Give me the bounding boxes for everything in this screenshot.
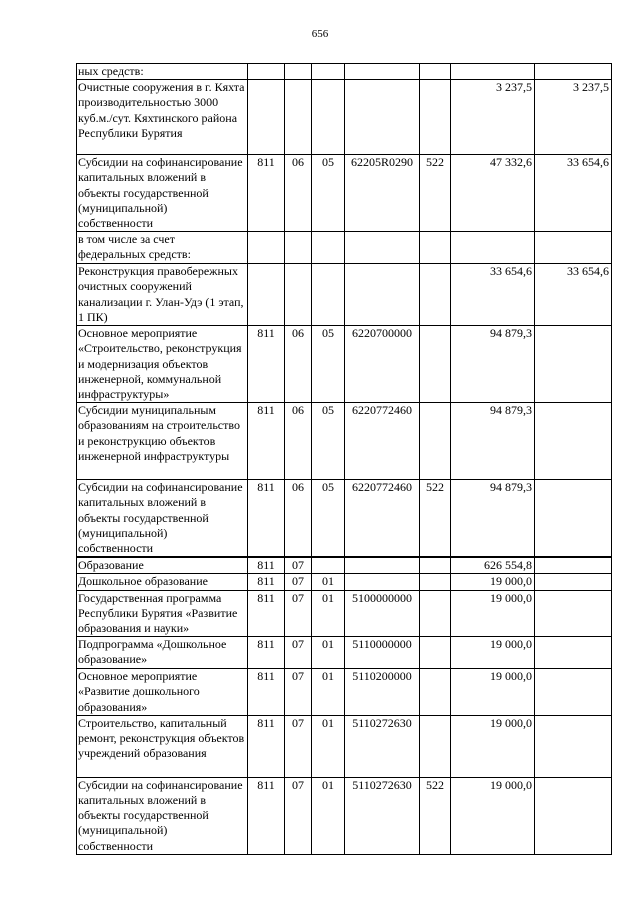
sum-2: 33 654,6 (535, 264, 612, 326)
ministry-code: 811 (248, 557, 285, 574)
subsection-code: 01 (312, 777, 345, 854)
sum-2 (535, 480, 612, 558)
subsection-code: 01 (312, 669, 345, 716)
table-row (77, 480, 612, 558)
ministry-code (248, 64, 285, 80)
ministry-code: 811 (248, 590, 285, 637)
sum-2 (535, 232, 612, 264)
subsection-code: 01 (312, 715, 345, 777)
subsection-code (312, 232, 345, 264)
target-code (345, 574, 420, 590)
section-code: 06 (285, 480, 312, 558)
sum-1: 94 879,3 (451, 326, 535, 403)
sum-2 (535, 715, 612, 777)
target-code: 5100000000 (345, 590, 420, 637)
section-code: 06 (285, 403, 312, 480)
section-code: 07 (285, 574, 312, 590)
subsection-code: 01 (312, 637, 345, 669)
expense-code (420, 64, 451, 80)
ministry-code: 811 (248, 326, 285, 403)
target-code (345, 64, 420, 80)
section-code: 06 (285, 326, 312, 403)
section-code: 07 (285, 590, 312, 637)
table-row (77, 574, 612, 590)
ministry-code: 811 (248, 715, 285, 777)
sum-1: 94 879,3 (451, 403, 535, 480)
sum-2 (535, 326, 612, 403)
row-name: Субсидии на софинансирование капитальных вложений в объекты государственной (муниципальной) собственности (77, 777, 248, 854)
budget-table (76, 63, 612, 855)
subsection-code: 05 (312, 155, 345, 232)
row-name: Основное мероприятие «Строительство, реконструкция и модернизация объектов инженерной, коммунальной инфраструктуры» (77, 326, 248, 403)
sum-1: 47 332,6 (451, 155, 535, 232)
target-code: 6220700000 (345, 326, 420, 403)
subsection-code (312, 80, 345, 155)
expense-code (420, 590, 451, 637)
subsection-code (312, 557, 345, 574)
sum-1: 19 000,0 (451, 590, 535, 637)
subsection-code (312, 64, 345, 80)
sum-1: 33 654,6 (451, 264, 535, 326)
ministry-code: 811 (248, 480, 285, 558)
ministry-code: 811 (248, 669, 285, 716)
sum-1: 3 237,5 (451, 80, 535, 155)
expense-code (420, 326, 451, 403)
sum-1: 94 879,3 (451, 480, 535, 558)
sum-1: 19 000,0 (451, 669, 535, 716)
expense-code: 522 (420, 777, 451, 854)
target-code: 6220772460 (345, 480, 420, 558)
target-code: 5110272630 (345, 715, 420, 777)
row-name: Субсидии муниципальным образованиям на строительство и реконструкцию объектов инженерной инфраструктуры (77, 403, 248, 480)
sum-2 (535, 557, 612, 574)
row-name: ных средств: (77, 64, 248, 80)
subsection-code: 05 (312, 403, 345, 480)
row-name: Подпрограмма «Дошкольное образование» (77, 637, 248, 669)
expense-code (420, 574, 451, 590)
sum-2 (535, 403, 612, 480)
sum-1: 19 000,0 (451, 574, 535, 590)
section-code: 07 (285, 637, 312, 669)
row-name: Дошкольное образование (77, 574, 248, 590)
expense-code (420, 264, 451, 326)
section-code: 07 (285, 777, 312, 854)
table-row (77, 557, 612, 574)
sum-2 (535, 590, 612, 637)
expense-code (420, 232, 451, 264)
table-row (77, 403, 612, 480)
table-row (77, 669, 612, 716)
expense-code (420, 403, 451, 480)
sum-2 (535, 777, 612, 854)
sum-1: 19 000,0 (451, 715, 535, 777)
section-code: 07 (285, 715, 312, 777)
sum-1: 626 554,8 (451, 557, 535, 574)
table-row (77, 326, 612, 403)
table-row (77, 715, 612, 777)
target-code (345, 557, 420, 574)
section-code (285, 64, 312, 80)
table-row (77, 64, 612, 80)
sum-1: 19 000,0 (451, 777, 535, 854)
row-name: Реконструкция правобережных очистных сооружений канализации г. Улан-Удэ (1 этап, 1 ПК) (77, 264, 248, 326)
sum-2: 3 237,5 (535, 80, 612, 155)
section-code: 06 (285, 155, 312, 232)
ministry-code: 811 (248, 574, 285, 590)
row-name: Основное мероприятие «Развитие дошкольного образования» (77, 669, 248, 716)
target-code: 5110272630 (345, 777, 420, 854)
expense-code: 522 (420, 480, 451, 558)
expense-code: 522 (420, 155, 451, 232)
row-name: Государственная программа Республики Бурятия «Развитие образования и науки» (77, 590, 248, 637)
row-name: Очистные сооружения в г. Кяхта производительностью 3000 куб.м./сут. Кяхтинского района Республики Бурятия (77, 80, 248, 155)
expense-code (420, 80, 451, 155)
row-name: Строительство, капитальный ремонт, реконструкция объектов учреждений образования (77, 715, 248, 777)
expense-code (420, 715, 451, 777)
target-code (345, 232, 420, 264)
table-row (77, 155, 612, 232)
table-row (77, 590, 612, 637)
expense-code (420, 669, 451, 716)
expense-code (420, 557, 451, 574)
sum-2 (535, 637, 612, 669)
subsection-code: 05 (312, 326, 345, 403)
sum-2: 33 654,6 (535, 155, 612, 232)
ministry-code: 811 (248, 403, 285, 480)
sum-1: 19 000,0 (451, 637, 535, 669)
ministry-code: 811 (248, 777, 285, 854)
sum-2 (535, 64, 612, 80)
ministry-code (248, 80, 285, 155)
sum-2 (535, 669, 612, 716)
target-code (345, 80, 420, 155)
table-row (77, 637, 612, 669)
ministry-code: 811 (248, 637, 285, 669)
section-code (285, 232, 312, 264)
ministry-code: 811 (248, 155, 285, 232)
section-code: 07 (285, 669, 312, 716)
subsection-code: 01 (312, 590, 345, 637)
subsection-code (312, 264, 345, 326)
target-code (345, 264, 420, 326)
section-code: 07 (285, 557, 312, 574)
section-code (285, 264, 312, 326)
sum-1 (451, 64, 535, 80)
table-row (77, 80, 612, 155)
expense-code (420, 637, 451, 669)
row-name: в том числе за счет федеральных средств: (77, 232, 248, 264)
table-row (77, 232, 612, 264)
target-code: 5110200000 (345, 669, 420, 716)
sum-2 (535, 574, 612, 590)
table-row (77, 777, 612, 854)
row-name: Образование (77, 557, 248, 574)
page-number: 656 (311, 28, 329, 40)
target-code: 62205R0290 (345, 155, 420, 232)
ministry-code (248, 232, 285, 264)
table-row (77, 264, 612, 326)
ministry-code (248, 264, 285, 326)
row-name: Субсидии на софинансирование капитальных вложений в объекты государственной (муниципальной) собственности (77, 480, 248, 558)
row-name: Субсидии на софинансирование капитальных вложений в объекты государственной (муниципальной) собственности (77, 155, 248, 232)
subsection-code: 01 (312, 574, 345, 590)
target-code: 6220772460 (345, 403, 420, 480)
sum-1 (451, 232, 535, 264)
subsection-code: 05 (312, 480, 345, 558)
section-code (285, 80, 312, 155)
target-code: 5110000000 (345, 637, 420, 669)
